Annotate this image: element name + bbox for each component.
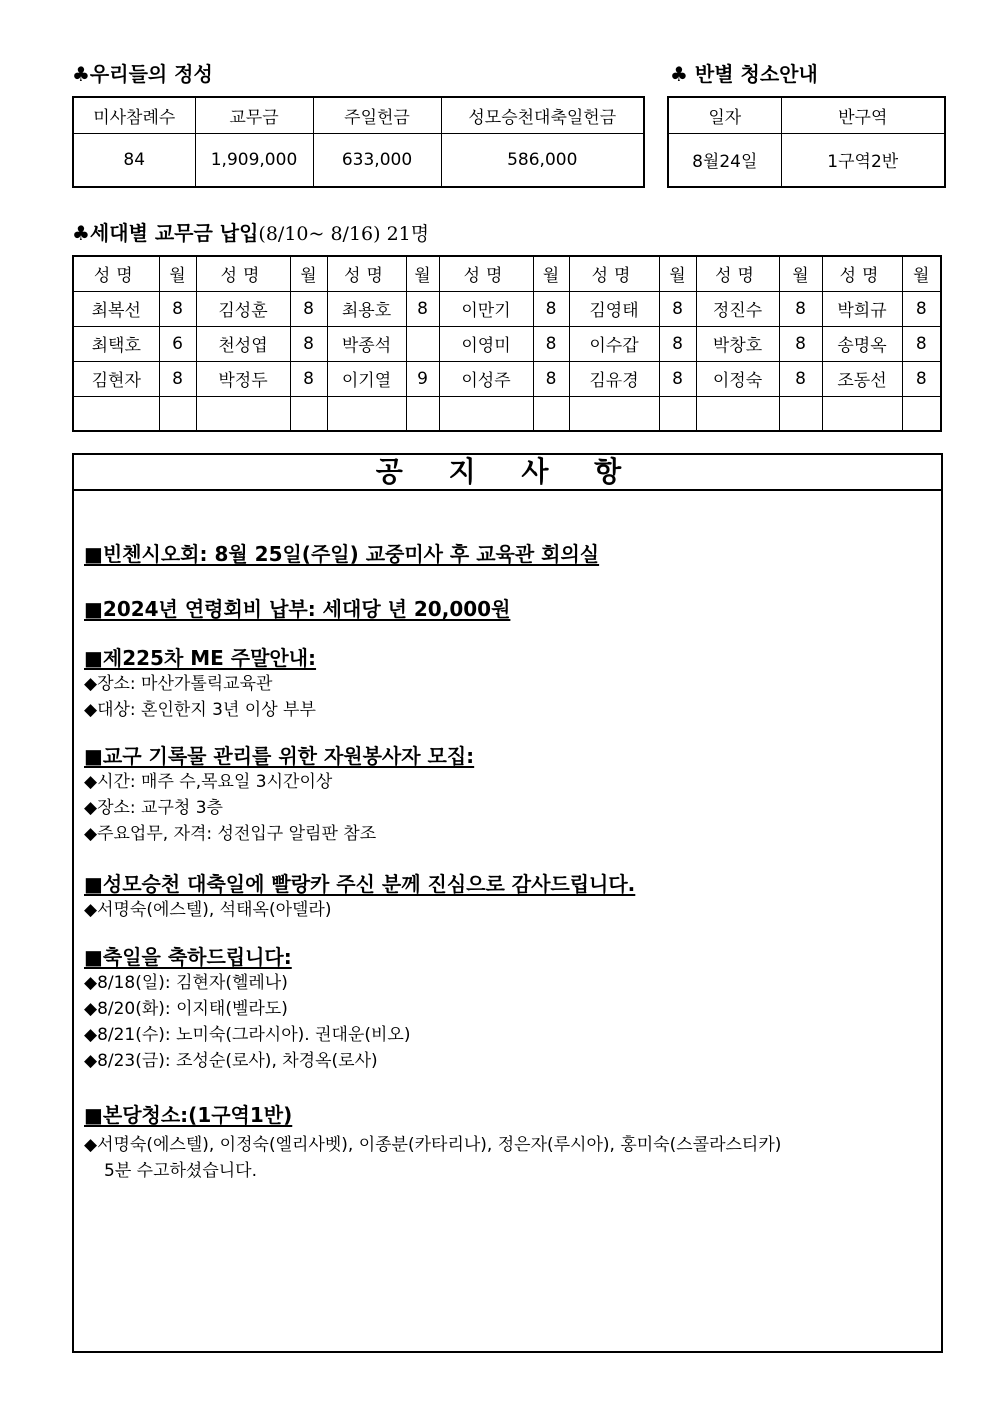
offering-value: 1,909,000	[195, 133, 313, 187]
dues-month-header: 월	[902, 256, 941, 291]
dues-month-cell: 8	[533, 361, 569, 396]
cleaning-value: 8월24일	[668, 133, 781, 187]
dues-name-cell	[822, 396, 902, 431]
dues-month-header: 월	[533, 256, 569, 291]
dues-month-header: 월	[659, 256, 696, 291]
offering-value: 586,000	[441, 133, 644, 187]
cleaning-header: 반구역	[781, 97, 945, 133]
dues-name-cell: 천성엽	[196, 326, 290, 361]
dues-month-cell: 8	[659, 361, 696, 396]
dues-name-cell: 이수갑	[569, 326, 659, 361]
notice-item-heading: ■제225차 ME 주말안내:	[84, 646, 317, 670]
dues-name-header: 성명	[822, 256, 902, 291]
dues-name-cell: 김유경	[569, 361, 659, 396]
cleaning-header: 일자	[668, 97, 781, 133]
dues-name-cell: 김현자	[73, 361, 159, 396]
dues-name-cell: 박정두	[196, 361, 290, 396]
dues-month-cell: 8	[159, 361, 196, 396]
offering-table	[72, 96, 645, 188]
offering-header: 교무금	[195, 97, 313, 133]
offering-value-row	[73, 133, 644, 187]
dues-name-cell: 이영미	[439, 326, 533, 361]
dues-name-header: 성명	[73, 256, 159, 291]
dues-name-cell: 김성훈	[196, 291, 290, 326]
cleaning-value-row	[668, 133, 945, 187]
notice-item-heading: ■성모승천 대축일에 빨랑카 주신 분께 진심으로 감사드립니다.	[84, 872, 636, 896]
dues-name-header: 성명	[196, 256, 290, 291]
dues-name-cell: 이정숙	[696, 361, 779, 396]
dues-name-cell: 최용호	[327, 291, 406, 326]
dues-name-cell: 이기열	[327, 361, 406, 396]
dues-name-cell: 박희규	[822, 291, 902, 326]
offering-header: 미사참례수	[73, 97, 195, 133]
dues-name-cell	[327, 396, 406, 431]
offering-value: 84	[73, 133, 195, 187]
dues-month-header: 월	[159, 256, 196, 291]
dues-month-cell	[533, 396, 569, 431]
cleaning-heading: ♣ 반별 청소안내	[670, 62, 818, 86]
notice-bullet: ◆장소: 마산가톨릭교육관	[84, 674, 273, 694]
dues-month-cell: 8	[659, 291, 696, 326]
notice-item-heading: ■빈첸시오회: 8월 25일(주일) 교중미사 후 교육관 회의실	[84, 542, 600, 566]
dues-month-cell	[779, 396, 822, 431]
notice-item	[84, 1102, 781, 1184]
notice-bullet: ◆주요업무, 자격: 성전입구 알림판 참조	[84, 824, 377, 844]
dues-name-header: 성명	[327, 256, 406, 291]
dues-name-cell	[439, 396, 533, 431]
dues-month-cell: 8	[779, 326, 822, 361]
dues-name-cell: 이성주	[439, 361, 533, 396]
notice-bullet: ◆8/21(수): 노미숙(그라시아). 권대운(비오)	[84, 1025, 411, 1045]
dues-name-cell	[696, 396, 779, 431]
notice-item	[84, 871, 635, 923]
dues-month-cell	[406, 326, 439, 361]
dues-month-cell: 8	[290, 361, 327, 396]
offering-header: 성모승천대축일헌금	[441, 97, 644, 133]
notice-item-heading: ■교구 기록물 관리를 위한 자원봉사자 모집:	[84, 744, 475, 768]
dues-month-cell: 8	[779, 361, 822, 396]
dues-name-cell	[73, 396, 159, 431]
dues-name-cell: 조동선	[822, 361, 902, 396]
dues-name-cell: 박창호	[696, 326, 779, 361]
dues-month-cell: 8	[533, 326, 569, 361]
notice-bullet: ◆8/18(일): 김현자(헬레나)	[84, 973, 288, 993]
dues-month-cell: 8	[159, 291, 196, 326]
dues-row	[73, 326, 941, 361]
dues-month-cell: 8	[290, 326, 327, 361]
dues-month-cell: 8	[902, 291, 941, 326]
cleaning-table	[667, 96, 946, 188]
dues-row	[73, 396, 941, 431]
dues-month-cell: 8	[659, 326, 696, 361]
dues-table	[72, 255, 942, 432]
notice-item	[84, 743, 474, 847]
dues-month-cell: 8	[533, 291, 569, 326]
notice-title: 공 지 사 항	[74, 455, 941, 491]
dues-row	[73, 291, 941, 326]
dues-name-header: 성명	[696, 256, 779, 291]
dues-month-cell: 8	[290, 291, 327, 326]
dues-name-cell	[569, 396, 659, 431]
dues-month-cell: 8	[902, 326, 941, 361]
dues-name-cell: 김영태	[569, 291, 659, 326]
offering-header: 주일헌금	[313, 97, 441, 133]
dues-month-cell	[659, 396, 696, 431]
dues-name-cell: 최택호	[73, 326, 159, 361]
notice-bullet: ◆8/23(금): 조성순(로사), 차경옥(로사)	[84, 1051, 378, 1071]
dues-month-cell	[406, 396, 439, 431]
notice-bullet: 5분 수고하셨습니다.	[104, 1161, 257, 1181]
dues-month-header: 월	[290, 256, 327, 291]
notice-item	[84, 596, 510, 622]
notice-box	[72, 453, 943, 1353]
cleaning-header-row	[668, 97, 945, 133]
dues-name-cell: 이만기	[439, 291, 533, 326]
dues-month-cell	[159, 396, 196, 431]
notice-item	[84, 645, 316, 723]
dues-month-cell	[902, 396, 941, 431]
dues-month-cell	[290, 396, 327, 431]
dues-month-cell: 6	[159, 326, 196, 361]
notice-bullet: ◆대상: 혼인한지 3년 이상 부부	[84, 700, 316, 720]
offering-heading: ♣우리들의 정성	[72, 62, 213, 86]
dues-name-cell: 최복선	[73, 291, 159, 326]
dues-name-cell: 박종석	[327, 326, 406, 361]
dues-month-cell: 8	[902, 361, 941, 396]
notice-item-heading: ■2024년 연령회비 납부: 세대당 년 20,000원	[84, 597, 511, 621]
dues-name-cell: 송명옥	[822, 326, 902, 361]
dues-name-header: 성명	[569, 256, 659, 291]
notice-item-heading: ■본당청소:(1구역1반)	[84, 1103, 293, 1127]
dues-name-header: 성명	[439, 256, 533, 291]
notice-bullet: ◆서명숙(에스텔), 이정숙(엘리사벳), 이종분(카타리나), 정은자(루시아), 홍미숙(스콜라스티카)	[84, 1135, 782, 1155]
dues-month-header: 월	[779, 256, 822, 291]
notice-bullet: ◆장소: 교구청 3층	[84, 798, 223, 818]
dues-header-row	[73, 256, 941, 291]
dues-month-header: 월	[406, 256, 439, 291]
notice-bullet: ◆8/20(화): 이지태(벨라도)	[84, 999, 288, 1019]
notice-item	[84, 541, 599, 567]
dues-row	[73, 361, 941, 396]
dues-name-cell	[196, 396, 290, 431]
dues-name-cell: 정진수	[696, 291, 779, 326]
offering-value: 633,000	[313, 133, 441, 187]
dues-month-cell: 8	[406, 291, 439, 326]
dues-month-cell: 9	[406, 361, 439, 396]
notice-item	[84, 944, 410, 1074]
dues-month-cell: 8	[779, 291, 822, 326]
dues-heading: ♣세대별 교무금 납입(8/10~ 8/16) 21명	[72, 221, 430, 245]
notice-item-heading: ■축일을 축하드립니다:	[84, 945, 292, 969]
notice-bullet: ◆서명숙(에스텔), 석태옥(아델라)	[84, 900, 332, 920]
cleaning-value: 1구역2반	[781, 133, 945, 187]
notice-bullet: ◆시간: 매주 수,목요일 3시간이상	[84, 772, 333, 792]
offering-header-row	[73, 97, 644, 133]
